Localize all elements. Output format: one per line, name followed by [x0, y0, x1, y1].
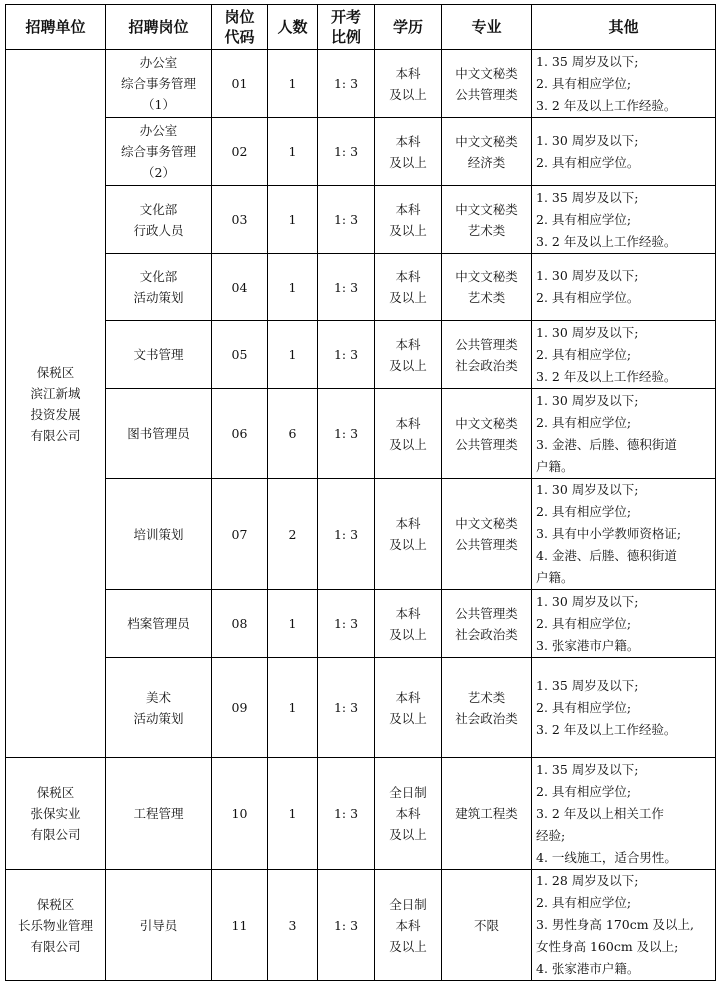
count-cell: 1: [268, 254, 318, 321]
major-line: 艺术类: [467, 290, 506, 305]
count-cell: 1: [268, 321, 318, 389]
post-cell: [106, 590, 212, 658]
table-row: [6, 50, 716, 118]
other-line: 1. 30 周岁及以下;: [536, 268, 639, 283]
other-line: 1. 30 周岁及以下;: [536, 482, 639, 497]
header-other: 其他: [532, 5, 716, 50]
major-line: 社会政治类: [455, 626, 518, 642]
header-code-line: 代码: [224, 28, 255, 46]
other-line: 2. 具有相应学位;: [536, 699, 632, 715]
code-cell: 10: [212, 758, 268, 870]
education-cell: [375, 50, 442, 118]
ratio-cell: 1: 3: [318, 321, 375, 389]
other-cell: [532, 479, 716, 590]
education-line: 全日制: [389, 785, 427, 800]
education-line: 本科: [395, 605, 421, 621]
education-line: 全日制: [389, 896, 427, 912]
count-cell: 6: [268, 389, 318, 479]
education-line: 本科: [395, 336, 421, 352]
education-line: 本科: [395, 415, 421, 431]
education-line: 及以上: [389, 626, 427, 642]
post-line: 档案管理员: [127, 616, 190, 631]
table-row: [6, 658, 716, 758]
major-cell: [442, 186, 532, 254]
post-line: 美术: [145, 689, 171, 705]
major-line: 中文文秘类: [455, 201, 518, 217]
count-cell: 1: [268, 758, 318, 870]
other-cell: [532, 870, 716, 981]
post-cell: [106, 254, 212, 321]
table-row: [6, 186, 716, 254]
other-line: 3. 金港、后塍、德积街道: [536, 436, 677, 452]
header-major: 专业: [442, 5, 532, 50]
other-line: 3. 2 年及以上工作经验。: [536, 368, 677, 384]
other-cell: [532, 658, 716, 758]
major-cell: [442, 870, 532, 981]
unit-line: 有限公司: [30, 427, 81, 443]
other-line: 2. 具有相应学位;: [536, 783, 632, 799]
education-cell: [375, 658, 442, 758]
post-line: 办公室: [139, 123, 178, 138]
other-line: 1. 35 周岁及以下;: [536, 189, 639, 205]
unit-line: 有限公司: [30, 827, 81, 842]
education-line: 本科: [395, 269, 421, 284]
major-cell: [442, 118, 532, 186]
other-line: 3. 具有中小学教师资格证;: [536, 526, 682, 541]
post-line: 文化部: [139, 269, 178, 284]
unit-line: 保税区: [36, 896, 75, 912]
major-cell: [442, 321, 532, 389]
other-line: 3. 男性身高 170cm 及以上,: [536, 917, 695, 932]
post-line: 活动策划: [133, 290, 184, 305]
post-cell: [106, 118, 212, 186]
post-cell: [106, 389, 212, 479]
count-cell: 1: [268, 50, 318, 118]
post-cell: [106, 758, 212, 870]
other-line: 女性身高 160cm 及以上;: [536, 939, 679, 954]
other-line: 2. 具有相应学位;: [536, 346, 632, 362]
ratio-cell: 1: 3: [318, 658, 375, 758]
code-cell: 06: [212, 389, 268, 479]
education-line: 本科: [395, 133, 421, 149]
education-line: 本科: [395, 201, 421, 217]
post-line: 文化部: [139, 201, 178, 217]
major-cell: [442, 389, 532, 479]
education-line: 及以上: [389, 827, 427, 842]
unit-line: 滨江新城: [30, 385, 81, 401]
unit-line: 长乐物业管理: [17, 917, 93, 933]
code-cell: 11: [212, 870, 268, 981]
header-ratio-line: 开考: [330, 8, 361, 26]
ratio-cell: 1: 3: [318, 50, 375, 118]
recruitment-table: [5, 4, 716, 981]
code-cell: 01: [212, 50, 268, 118]
other-line: 经验;: [536, 827, 566, 843]
major-line: 公共管理类: [455, 537, 518, 552]
ratio-cell: 1: 3: [318, 118, 375, 186]
major-line: 公共管理类: [455, 336, 518, 352]
major-line: 艺术类: [467, 689, 506, 705]
ratio-cell: 1: 3: [318, 389, 375, 479]
table-row: [6, 870, 716, 981]
other-line: 3. 2 年及以上相关工作: [536, 805, 664, 821]
major-line: 社会政治类: [455, 357, 518, 373]
other-line: 2. 具有相应学位。: [536, 154, 640, 170]
other-cell: [532, 186, 716, 254]
other-line: 户籍。: [536, 570, 574, 585]
unit-line: 投资发展: [30, 406, 81, 422]
other-line: 1. 35 周岁及以下;: [536, 761, 639, 777]
other-line: 户籍。: [536, 458, 574, 474]
other-line: 1. 30 周岁及以下;: [536, 132, 639, 148]
other-line: 3. 2 年及以上工作经验。: [536, 233, 677, 249]
post-cell: [106, 50, 212, 118]
ratio-cell: 1: 3: [318, 479, 375, 590]
code-cell: 05: [212, 321, 268, 389]
count-cell: 1: [268, 590, 318, 658]
other-line: 1. 28 周岁及以下;: [536, 873, 639, 888]
education-line: 及以上: [389, 222, 427, 238]
post-line: 工程管理: [133, 806, 184, 821]
header-education: 学历: [375, 5, 442, 50]
post-line: 综合事务管理: [120, 144, 196, 159]
education-line: 及以上: [389, 537, 427, 552]
education-cell: [375, 321, 442, 389]
education-cell: [375, 254, 442, 321]
other-line: 3. 2 年及以上工作经验。: [536, 97, 677, 113]
post-cell: [106, 321, 212, 389]
ratio-cell: 1: 3: [318, 870, 375, 981]
table-row: [6, 254, 716, 321]
unit-cell: [6, 870, 106, 981]
other-line: 2. 具有相应学位;: [536, 504, 632, 519]
post-cell: [106, 186, 212, 254]
count-cell: 3: [268, 870, 318, 981]
table-row: [6, 118, 716, 186]
table-row: [6, 321, 716, 389]
other-line: 1. 30 周岁及以下;: [536, 324, 639, 340]
post-line: （2）: [142, 165, 175, 180]
other-line: 3. 2 年及以上工作经验。: [536, 721, 677, 737]
major-line: 不限: [473, 917, 499, 933]
post-line: 行政人员: [133, 222, 184, 238]
other-line: 1. 35 周岁及以下;: [536, 53, 639, 69]
unit-cell: [6, 758, 106, 870]
code-cell: 09: [212, 658, 268, 758]
education-line: 及以上: [389, 938, 427, 954]
education-line: 及以上: [389, 86, 427, 102]
other-cell: [532, 758, 716, 870]
post-line: 培训策划: [133, 526, 184, 542]
education-cell: [375, 758, 442, 870]
other-cell: [532, 254, 716, 321]
other-line: 2. 具有相应学位;: [536, 75, 632, 91]
education-line: 本科: [395, 65, 421, 81]
other-cell: [532, 590, 716, 658]
header-post: 招聘岗位: [106, 5, 212, 50]
table-row: [6, 590, 716, 658]
major-line: 公共管理类: [455, 436, 518, 452]
other-line: 2. 具有相应学位;: [536, 211, 632, 227]
major-line: 公共管理类: [455, 605, 518, 621]
header-ratio: [318, 5, 375, 50]
education-line: 本科: [395, 917, 421, 933]
major-line: 社会政治类: [455, 710, 518, 726]
header-row: [6, 5, 716, 50]
education-line: 本科: [395, 806, 421, 821]
major-cell: [442, 479, 532, 590]
major-line: 艺术类: [467, 222, 506, 238]
major-line: 中文文秘类: [455, 415, 518, 431]
count-cell: 2: [268, 479, 318, 590]
other-line: 2. 具有相应学位。: [536, 290, 640, 305]
post-line: 活动策划: [133, 710, 184, 726]
education-line: 及以上: [389, 710, 427, 726]
major-line: 经济类: [467, 154, 506, 170]
unit-line: 保税区: [36, 364, 75, 380]
ratio-cell: 1: 3: [318, 186, 375, 254]
ratio-cell: 1: 3: [318, 590, 375, 658]
other-line: 2. 具有相应学位;: [536, 615, 632, 631]
ratio-cell: 1: 3: [318, 758, 375, 870]
major-cell: [442, 50, 532, 118]
education-line: 及以上: [389, 357, 427, 373]
count-cell: 1: [268, 186, 318, 254]
education-line: 本科: [395, 516, 421, 531]
other-cell: [532, 118, 716, 186]
other-cell: [532, 389, 716, 479]
post-line: 图书管理员: [127, 426, 190, 441]
code-cell: 04: [212, 254, 268, 321]
unit-line: 有限公司: [30, 938, 81, 954]
code-cell: 02: [212, 118, 268, 186]
education-cell: [375, 389, 442, 479]
code-cell: 08: [212, 590, 268, 658]
other-cell: [532, 321, 716, 389]
education-cell: [375, 870, 442, 981]
major-line: 建筑工程类: [455, 806, 518, 821]
other-line: 4. 张家港市户籍。: [536, 961, 640, 976]
education-line: 及以上: [389, 154, 427, 170]
major-line: 公共管理类: [455, 86, 518, 102]
major-cell: [442, 254, 532, 321]
other-line: 1. 30 周岁及以下;: [536, 392, 639, 408]
post-cell: [106, 658, 212, 758]
header-code: [212, 5, 268, 50]
other-cell: [532, 50, 716, 118]
major-cell: [442, 658, 532, 758]
post-line: 文书管理: [133, 347, 184, 362]
table-body: [6, 50, 716, 981]
table-row: [6, 479, 716, 590]
major-line: 中文文秘类: [455, 133, 518, 149]
post-line: 综合事务管理: [120, 76, 196, 91]
major-cell: [442, 758, 532, 870]
education-cell: [375, 479, 442, 590]
count-cell: 1: [268, 658, 318, 758]
ratio-cell: 1: 3: [318, 254, 375, 321]
major-line: 中文文秘类: [455, 65, 518, 81]
major-line: 中文文秘类: [455, 269, 518, 284]
unit-line: 保税区: [36, 785, 75, 800]
major-cell: [442, 590, 532, 658]
unit-line: 张保实业: [30, 806, 81, 821]
unit-cell: [6, 50, 106, 758]
header-ratio-line: 比例: [330, 28, 361, 46]
post-cell: [106, 870, 212, 981]
post-line: 办公室: [139, 55, 178, 70]
header-code-line: 岗位: [224, 8, 255, 26]
other-line: 3. 张家港市户籍。: [536, 637, 640, 653]
table-row: [6, 758, 716, 870]
post-cell: [106, 479, 212, 590]
code-cell: 07: [212, 479, 268, 590]
other-line: 4. 金港、后塍、德积街道: [536, 548, 677, 563]
table-row: [6, 389, 716, 479]
other-line: 2. 具有相应学位;: [536, 895, 632, 910]
code-cell: 03: [212, 186, 268, 254]
count-cell: 1: [268, 118, 318, 186]
major-line: 中文文秘类: [455, 516, 518, 531]
education-cell: [375, 186, 442, 254]
other-line: 1. 30 周岁及以下;: [536, 593, 639, 609]
header-count: 人数: [268, 5, 318, 50]
other-line: 2. 具有相应学位;: [536, 414, 632, 430]
education-cell: [375, 118, 442, 186]
education-line: 及以上: [389, 290, 427, 305]
post-line: 引导员: [139, 917, 178, 933]
post-line: （1）: [142, 97, 175, 112]
other-line: 4. 一线施工，适合男性。: [536, 849, 677, 865]
education-line: 及以上: [389, 436, 427, 452]
education-line: 本科: [395, 689, 421, 705]
header-unit: 招聘单位: [6, 5, 106, 50]
other-line: 1. 35 周岁及以下;: [536, 677, 639, 693]
education-cell: [375, 590, 442, 658]
